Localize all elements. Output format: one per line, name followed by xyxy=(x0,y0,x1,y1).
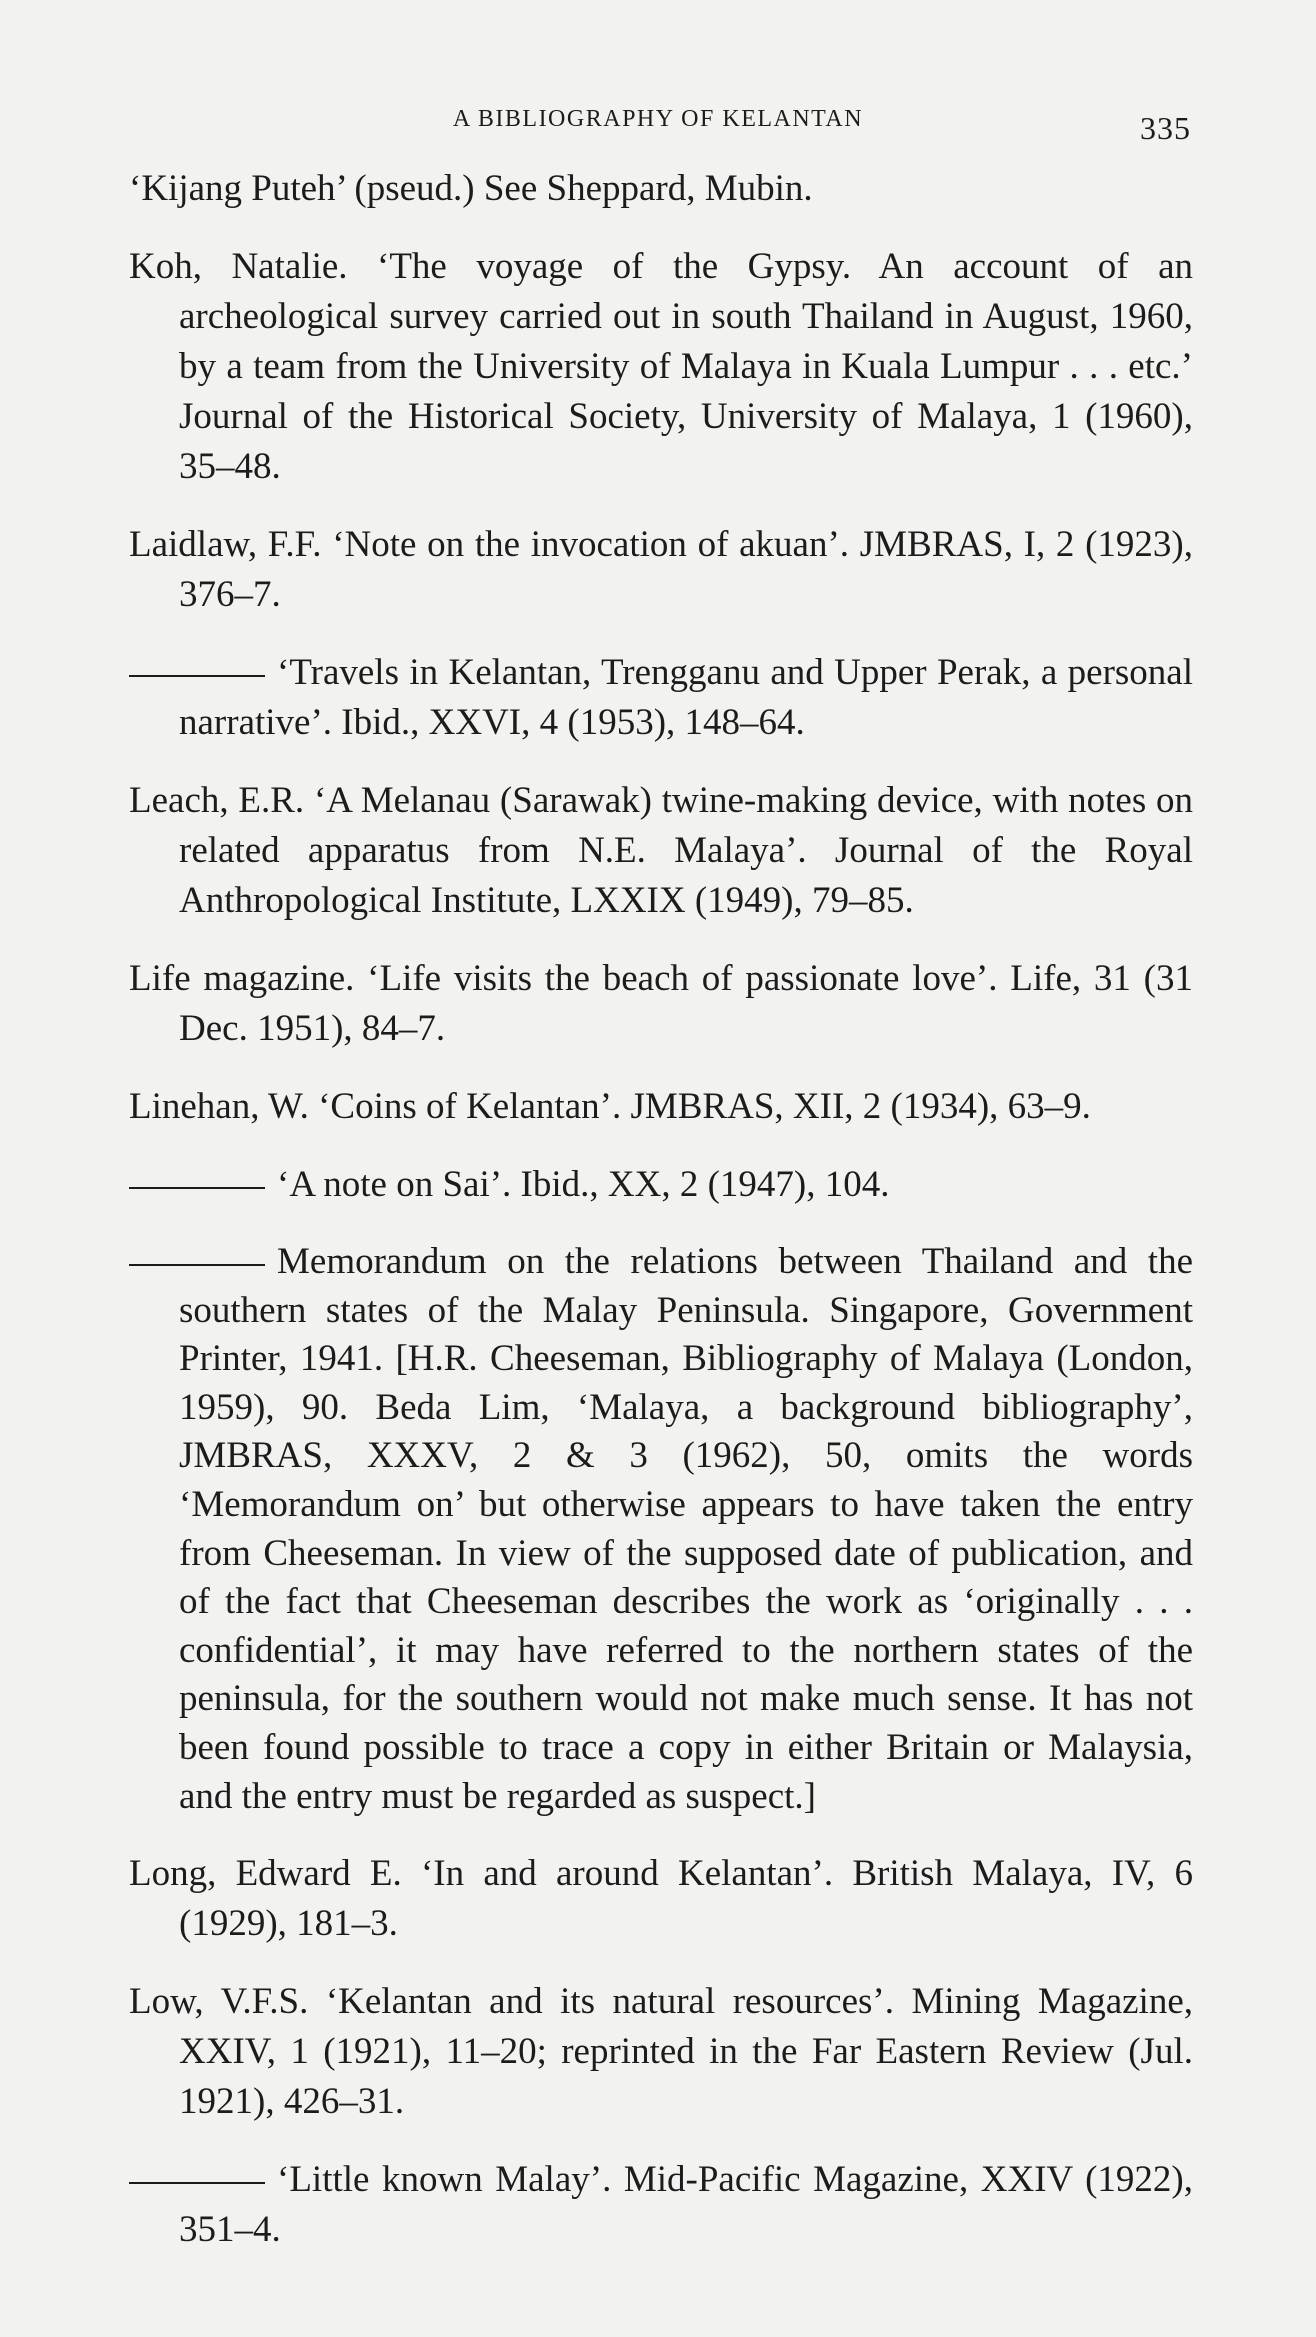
ditto-dash xyxy=(129,1264,265,1266)
ditto-dash xyxy=(129,675,265,677)
bibliography-entry xyxy=(129,1160,1193,1210)
entry-text: ‘A note on Sai’. Ibid., XX, 2 (1947), 104. xyxy=(277,1164,890,1205)
entry-text: Memorandum on the relations between Thailand and the southern states of the Malay Peninsula. Singapore, Government Printer, 1941. [H.R. Cheeseman, Bibliography of Malaya (London, 1959), 90. Beda Lim, ‘Malaya, a background bibliography’, JMBRAS, XXXV, 2 & 3 (1962), 50, omits the words ‘Memorandum on’ but otherwise appears to have taken the entry from Cheeseman. In view of the supposed date of publication, and of the fact that Cheeseman describes the work as ‘originally . . . confidential’, it may have referred to the northern states of the peninsula, for the southern would not make much sense. It has not been found possible to trace a copy in either Britain or Malaysia, and the entry must be regarded as suspect.] xyxy=(179,1241,1193,1817)
bibliography-entry xyxy=(129,648,1193,748)
bibliography-entry xyxy=(129,1238,1193,1821)
entry-text: Life magazine. ‘Life visits the beach of passionate love’. Life, 31 (31 Dec. 1951), 84–7. xyxy=(129,958,1193,1049)
running-title: A BIBLIOGRAPHY OF KELANTAN xyxy=(452,106,864,132)
ditto-dash xyxy=(129,1187,265,1189)
entry-text: Laidlaw, F.F. ‘Note on the invocation of akuan’. JMBRAS, I, 2 (1923), 376–7. xyxy=(129,524,1193,615)
bibliography-entry xyxy=(129,954,1193,1054)
bibliography-entry xyxy=(129,2155,1193,2255)
ditto-dash xyxy=(129,2182,265,2184)
bibliography-entry xyxy=(129,164,1193,214)
entry-text: Linehan, W. ‘Coins of Kelantan’. JMBRAS, XII, 2 (1934), 63–9. xyxy=(129,1086,1091,1127)
bibliography-entry xyxy=(129,1977,1193,2127)
bibliography-entry xyxy=(129,520,1193,620)
bibliography-entry xyxy=(129,242,1193,492)
bibliography-entry xyxy=(129,776,1193,926)
entry-text: ‘Travels in Kelantan, Trengganu and Upper Perak, a personal narrative’. Ibid., XXVI, 4 (1953), 148–64. xyxy=(179,652,1193,743)
entry-text: ‘Little known Malay’. Mid-Pacific Magazine, XXIV (1922), 351–4. xyxy=(179,2159,1193,2251)
bibliography-entry xyxy=(129,1082,1193,1132)
entry-text: Leach, E.R. ‘A Melanau (Sarawak) twine-making device, with notes on related apparatus from N.E. Malaya’. Journal of the Royal Anthropological Institute, LXXIX (1949), 79–85. xyxy=(129,780,1193,921)
entry-text: Koh, Natalie. ‘The voyage of the Gypsy. An account of an archeological survey carried out in south Thailand in August, 1960, by a team from the University of Malaya in Kuala Lumpur . . . etc.’ Journal of the Historical Society, University of Malaya, 1 (1960), 35–48. xyxy=(129,246,1193,487)
entry-text: Long, Edward E. ‘In and around Kelantan’. British Malaya, IV, 6 (1929), 181–3. xyxy=(129,1853,1193,1945)
page-number: 335 xyxy=(1140,110,1191,146)
bibliography-entry xyxy=(129,1849,1193,1949)
entry-text: Low, V.F.S. ‘Kelantan and its natural resources’. Mining Magazine, XXIV, 1 (1921), 11–20; reprinted in the Far Eastern Review (Jul. 1921), 426–31. xyxy=(129,1981,1193,2123)
entry-text: ‘Kijang Puteh’ (pseud.) See Sheppard, Mubin. xyxy=(129,168,813,209)
bibliography-entries xyxy=(129,164,1193,2283)
